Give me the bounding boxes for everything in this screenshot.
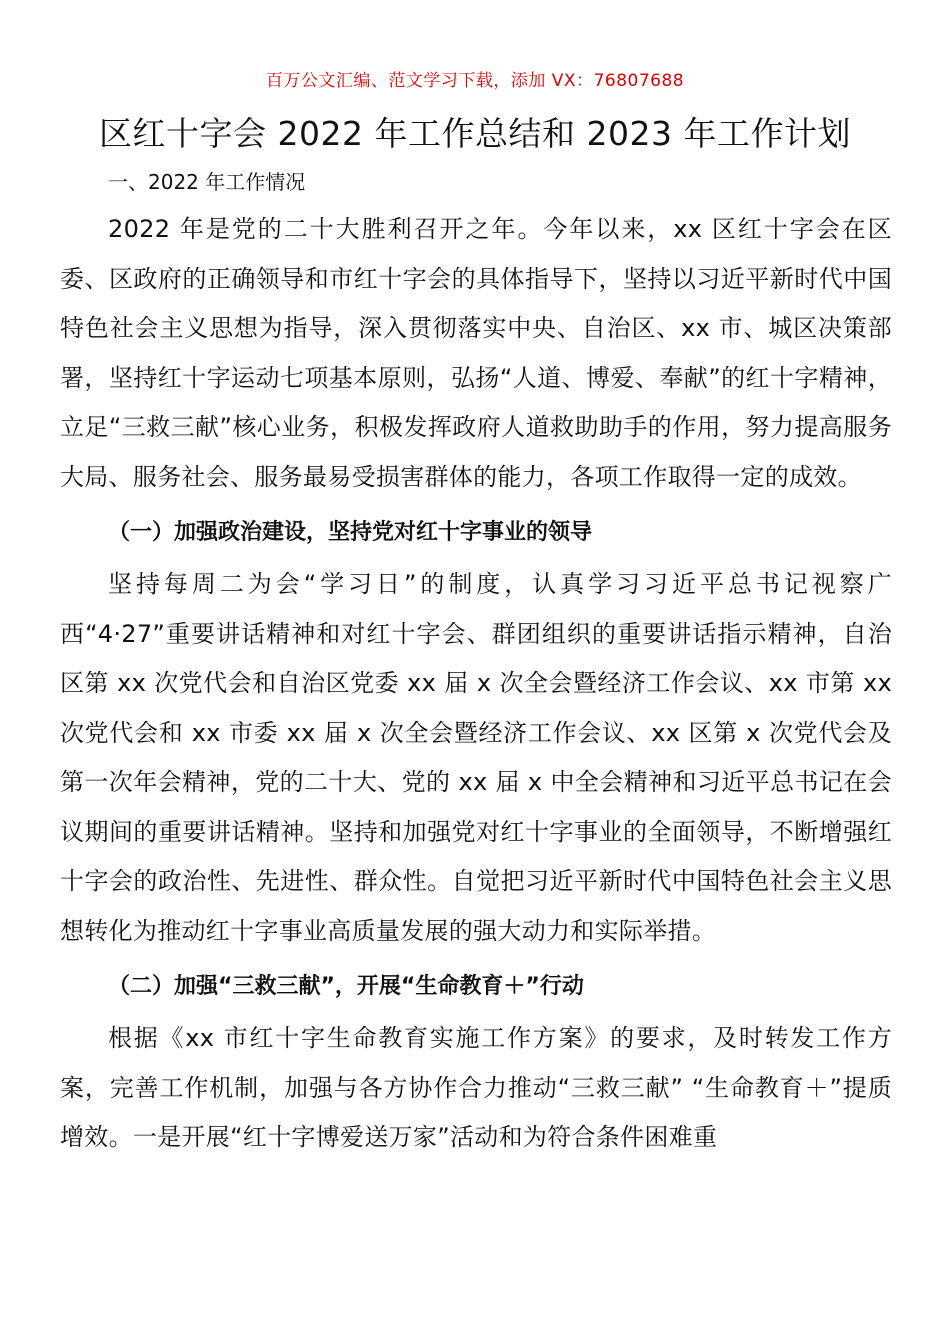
document-title: 区红十字会 2022 年工作总结和 2023 年工作计划 xyxy=(99,114,851,153)
subsection-heading-1: （一）加强政治建设，坚持党对红十字事业的领导 xyxy=(108,520,593,545)
subsection-paragraph-1: 坚持每周二为会“学习日”的制度，认真学习习近平总书记视察广西“4·27”重要讲话精神和对红十字会、群团组织的重要讲话指示精神，自治区第 xx 次党代会和自治区党委 xx 届 x 次全会暨经济工作会议、xx 市第 xx 次党代会和 xx 市委 xx 届 x 次全会暨经济工作会议、xx 区第 x 次党代会及第一次年会精神，党的二十大、党的 xx 届 x 中全会精神和习近平总书记在会议期间的重要讲话精神。坚持和加强党对红十字事业的全面领导，不断增强红十字会的政治性、先进性、群众性。自觉把习近平新时代中国特色社会主义思想转化为推动红十字事业高质量发展的强大动力和实际举措。 xyxy=(60,570,892,945)
promo-banner: 百万公文汇编、范文学习下载，添加 VX：76807688 xyxy=(265,71,685,91)
subsection-paragraph-2: 根据《xx 市红十字生命教育实施工作方案》的要求，及时转发工作方案，完善工作机制，加强与各方协作合力推动“三救三献” “生命教育＋”提质增效。一是开展“红十字博爱送万家”活动和为符合条件困难重 xyxy=(60,1024,892,1151)
document-body xyxy=(60,165,892,1163)
section-heading: 一、2022 年工作情况 xyxy=(108,170,306,194)
intro-paragraph: 2022 年是党的二十大胜利召开之年。今年以来，xx 区红十字会在区委、区政府的正确领导和市红十字会的具体指导下，坚持以习近平新时代中国特色社会主义思想为指导，深入贯彻落实中央、自治区、xx 市、城区决策部署，坚持红十字运动七项基本原则，弘扬“人道、博爱、奉献”的红十字精神，立足“三救三献”核心业务，积极发挥政府人道救助助手的作用，努力提高服务大局、服务社会、服务最易受损害群体的能力，各项工作取得一定的成效。 xyxy=(60,215,892,491)
subsection-heading-2: （二）加强“三救三献”，开展“生命教育＋”行动 xyxy=(108,974,584,999)
